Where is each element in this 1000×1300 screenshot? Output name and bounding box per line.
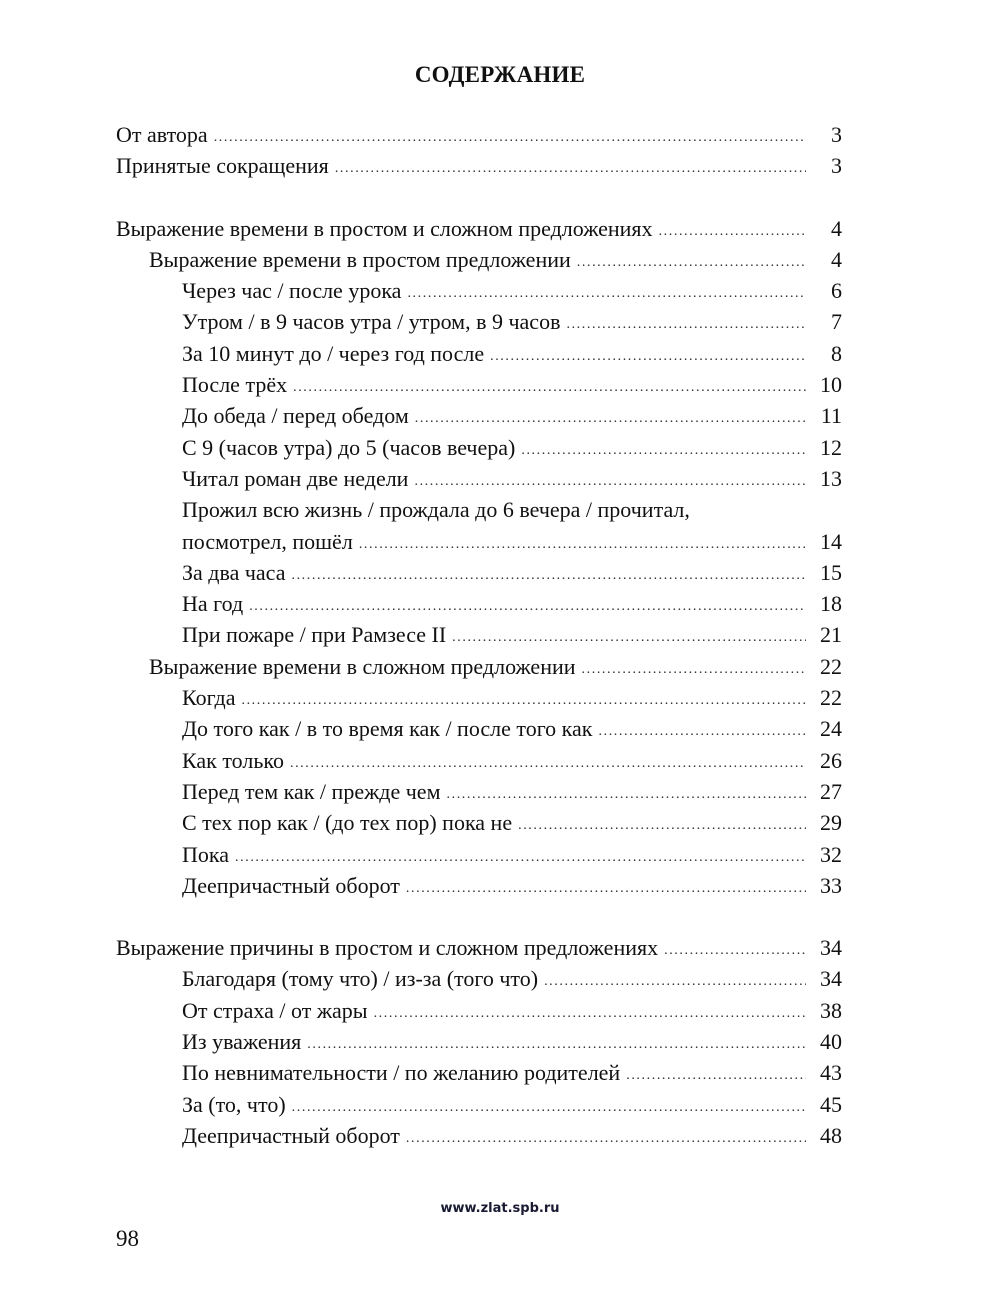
toc-entry-from-author[interactable]	[116, 119, 842, 150]
dot-leader	[490, 350, 806, 364]
dot-leader	[521, 444, 806, 458]
toc-entry-label: За два часа	[182, 559, 286, 585]
toc-entry-label: За 10 минут до / через год после	[182, 340, 485, 366]
dot-leader	[447, 788, 807, 802]
toc-entry-label: Пока	[182, 841, 230, 867]
toc-entry-label: После трёх	[182, 372, 288, 398]
dot-leader	[659, 225, 806, 239]
toc-entry[interactable]	[116, 776, 842, 807]
toc-entry-page: 43	[820, 1060, 842, 1086]
toc-entry-label: Через час / после урока	[182, 278, 402, 304]
toc-entry-label: Принятые сокращения	[116, 153, 329, 179]
toc-entry[interactable]	[116, 557, 842, 588]
toc-entry[interactable]	[116, 338, 842, 369]
toc-entry-page: 8	[831, 340, 842, 366]
toc-entry-label: Выражение причины в простом и сложном предложениях	[116, 935, 659, 961]
toc-entry-label: Читал роман две недели	[182, 465, 409, 491]
dot-leader	[566, 318, 806, 332]
dot-leader	[626, 1069, 806, 1083]
toc-entry[interactable]	[116, 1089, 842, 1120]
dot-leader	[235, 851, 806, 865]
toc-entry[interactable]	[116, 432, 842, 463]
toc-entry[interactable]	[116, 588, 842, 619]
toc-entry-label: Деепричастный оборот	[182, 1122, 400, 1148]
toc-entry-page: 32	[820, 841, 842, 867]
toc-subsection-time-simple[interactable]	[116, 244, 842, 275]
toc-entry[interactable]	[116, 963, 842, 994]
toc-entry-page: 4	[831, 246, 842, 272]
dot-leader	[249, 600, 806, 614]
toc-entry-page: 21	[820, 622, 842, 648]
dot-leader	[214, 131, 806, 145]
toc-entry-page: 10	[820, 372, 842, 398]
toc-entry-page: 48	[820, 1122, 842, 1148]
dot-leader	[292, 1101, 806, 1115]
toc-entry[interactable]	[116, 275, 842, 306]
dot-leader	[406, 1132, 806, 1146]
toc-entry[interactable]	[116, 1120, 842, 1151]
dot-leader	[452, 631, 806, 645]
toc-entry-page: 13	[820, 465, 842, 491]
toc-entry[interactable]	[116, 463, 842, 494]
toc-entry-page: 29	[820, 810, 842, 836]
toc-entry-page: 18	[820, 591, 842, 617]
toc-entry-page: 7	[831, 309, 842, 335]
toc-entry[interactable]	[116, 870, 842, 901]
toc-entry-page: 6	[831, 278, 842, 304]
toc-entry-page: 26	[820, 747, 842, 773]
dot-leader	[544, 975, 806, 989]
toc-entry-page: 24	[820, 716, 842, 742]
toc-entry-label: От автора	[116, 122, 208, 147]
toc-entry-label: Деепричастный оборот	[182, 872, 400, 898]
toc-entry-page: 34	[820, 966, 842, 992]
page-title: СОДЕРЖАНИЕ	[414, 62, 586, 87]
section-spacer	[116, 901, 842, 932]
toc-entry-page: 45	[820, 1091, 842, 1117]
toc-entry-label: С 9 (часов утра) до 5 (часов вечера)	[182, 434, 516, 460]
dot-leader	[291, 569, 806, 583]
toc-entry[interactable]	[116, 839, 842, 870]
toc-entry-label: Выражение времени в простом и сложном предложениях	[116, 215, 653, 241]
toc-entry-label: Перед тем как / прежде чем	[182, 778, 441, 804]
toc-entry-page: 3	[831, 122, 842, 147]
dot-leader	[582, 663, 806, 677]
toc-entry-page: 22	[820, 653, 842, 679]
toc-entry-label: За (то, что)	[182, 1091, 286, 1117]
toc-entry-page: 15	[820, 559, 842, 585]
dot-leader	[415, 412, 806, 426]
toc-entry-wrapped-line-1[interactable]	[116, 494, 842, 525]
footer-url: www.zlat.spb.ru	[440, 1201, 560, 1216]
dot-leader	[414, 475, 806, 489]
dot-leader	[293, 381, 806, 395]
toc-entry[interactable]	[116, 1026, 842, 1057]
toc-entry-page: 22	[820, 685, 842, 711]
toc-entry-label: Утром / в 9 часов утра / утром, в 9 часов	[182, 309, 561, 335]
toc-entry[interactable]	[116, 745, 842, 776]
dot-leader	[374, 1007, 806, 1021]
toc-entry-page: 34	[820, 935, 842, 961]
toc-section-time[interactable]	[116, 213, 842, 244]
dot-leader	[577, 256, 806, 270]
section-spacer	[116, 182, 842, 213]
toc-entry-page: 4	[831, 215, 842, 241]
toc-entry-page: 11	[820, 403, 842, 429]
toc-entry-label: От страха / от жары	[182, 997, 368, 1023]
page-number: 98	[116, 1226, 139, 1251]
dot-leader	[664, 944, 806, 958]
dot-leader	[290, 757, 806, 771]
toc-entry-label: На год	[182, 591, 244, 617]
toc-entry[interactable]	[116, 619, 842, 650]
toc-entry-page: 3	[831, 153, 842, 179]
toc-entry[interactable]	[116, 369, 842, 400]
toc-entry[interactable]	[116, 995, 842, 1026]
toc-entry-page: 40	[820, 1029, 842, 1055]
dot-leader	[599, 725, 807, 739]
dot-leader	[407, 287, 806, 301]
toc-entry-page: 38	[820, 997, 842, 1023]
toc-entry[interactable]	[116, 682, 842, 713]
toc-entry-label: Из уважения	[182, 1029, 302, 1055]
toc-entry-label: Прожил всю жизнь / прождала до 6 вечера / прочитал,	[182, 497, 690, 523]
dot-leader	[406, 882, 806, 896]
toc-entry[interactable]	[116, 713, 842, 744]
toc-subsection-time-complex[interactable]	[116, 651, 842, 682]
toc-entry[interactable]	[116, 400, 842, 431]
toc-entry-label: Как только	[182, 747, 284, 773]
dot-leader	[518, 819, 806, 833]
table-of-contents	[116, 119, 842, 1151]
toc-entry-label: Выражение времени в сложном предложении	[149, 653, 576, 679]
toc-entry-label: Выражение времени в простом предложении	[149, 246, 571, 272]
toc-entry-label: По невнимательности / по желанию родителей	[182, 1060, 621, 1086]
toc-entry-page: 33	[820, 872, 842, 898]
toc-entry-page: 14	[820, 528, 842, 554]
toc-entry-label: Когда	[182, 685, 236, 711]
toc-entry-page: 12	[820, 434, 842, 460]
toc-entry-label: Благодаря (тому что) / из-за (того что)	[182, 966, 539, 992]
dot-leader	[359, 538, 806, 552]
toc-entry-label: При пожаре / при Рамзесе II	[182, 622, 447, 648]
toc-entry-label: С тех пор как / (до тех пор) пока не	[182, 810, 513, 836]
toc-entry[interactable]	[116, 1057, 842, 1088]
toc-entry-wrapped-line-2[interactable]	[116, 526, 842, 557]
toc-entry-label: До обеда / перед обедом	[182, 403, 409, 429]
dot-leader	[241, 694, 806, 708]
toc-entry[interactable]	[116, 807, 842, 838]
dot-leader	[307, 1038, 806, 1052]
dot-leader	[335, 162, 806, 176]
toc-section-cause[interactable]	[116, 932, 842, 963]
toc-entry-label: До того как / в то время как / после того как	[182, 716, 593, 742]
toc-entry[interactable]	[116, 306, 842, 337]
toc-entry-abbreviations[interactable]	[116, 150, 842, 181]
toc-entry-page: 27	[820, 778, 842, 804]
toc-entry-label-continued: посмотрел, пошёл	[182, 528, 353, 554]
